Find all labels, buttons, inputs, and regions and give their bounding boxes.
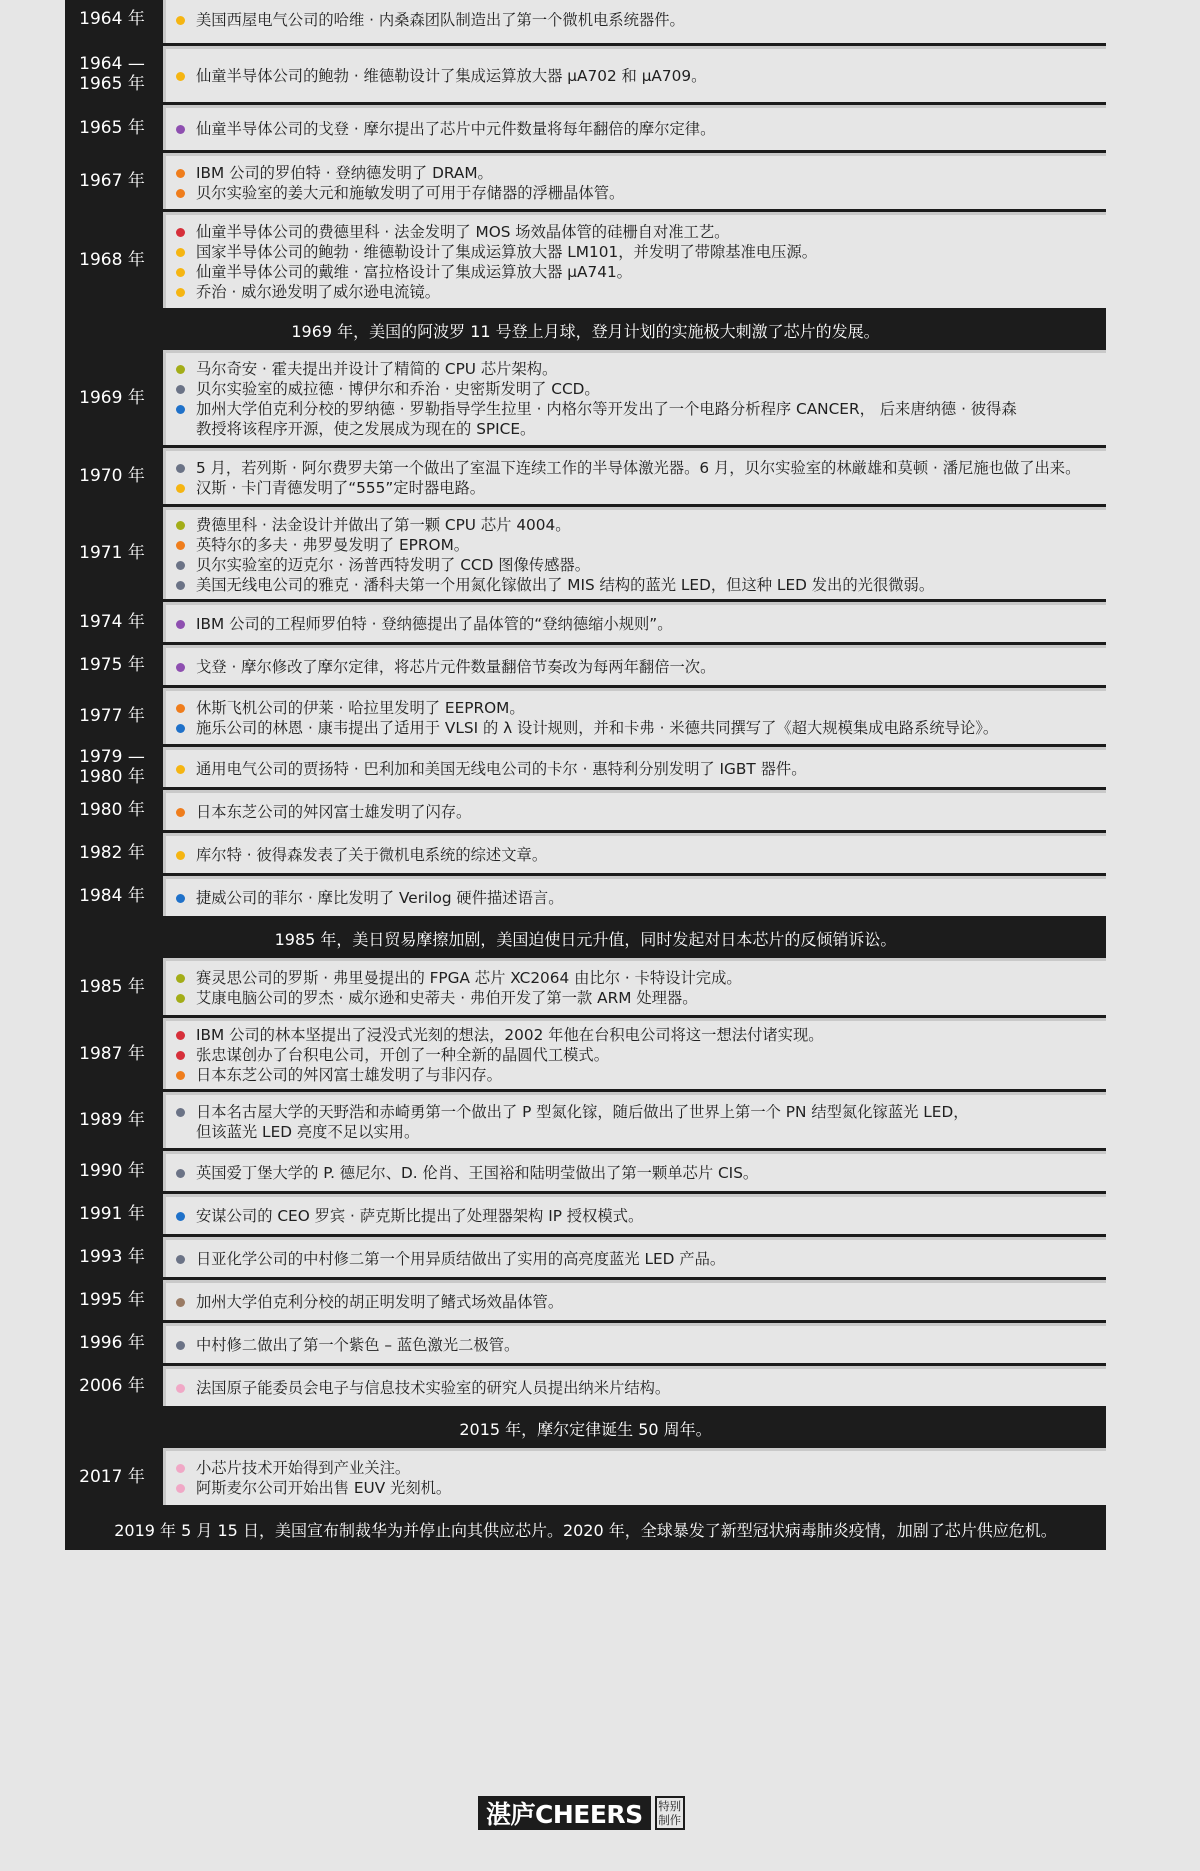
timeline-table [65, 0, 1106, 1550]
event-text: 英国爱丁堡大学的 P. 德尼尔、D. 伦肖、王国裕和陆明莹做出了第一颗单芯片 CIS。 [196, 1163, 759, 1182]
timeline-row [65, 350, 1106, 448]
event-item [173, 262, 1106, 282]
event-text: 贝尔实验室的姜大元和施敏发明了可用于存储器的浮栅晶体管。 [196, 183, 625, 202]
event-item [173, 10, 1106, 30]
year-label: 1991 年 [65, 1194, 163, 1234]
events-cell [163, 1280, 1106, 1320]
bullet-dot-icon [176, 16, 185, 25]
bullet-dot-icon [176, 385, 185, 394]
events-cell [163, 645, 1106, 685]
bullet-dot-icon [176, 1212, 185, 1221]
event-item [173, 478, 1106, 498]
bullet-dot-icon [176, 1169, 185, 1178]
bullet-dot-icon [176, 72, 185, 81]
timeline-row [65, 448, 1106, 507]
event-item [173, 1335, 1106, 1355]
event-item [173, 657, 1106, 677]
event-item [173, 845, 1106, 865]
timeline-row [65, 1092, 1106, 1151]
timeline-row [65, 790, 1106, 833]
events-cell [163, 688, 1106, 744]
year-label: 1987 年 [65, 1018, 163, 1089]
event-item [173, 802, 1106, 822]
event-text: 日本东芝公司的舛冈富士雄发明了闪存。 [196, 802, 472, 821]
event-item [173, 1045, 1106, 1065]
timeline-row [65, 46, 1106, 105]
event-text: 捷威公司的菲尔 · 摩比发明了 Verilog 硬件描述语言。 [196, 888, 564, 907]
year-label: 1974 年 [65, 602, 163, 642]
event-item [173, 458, 1106, 478]
events-cell [163, 1366, 1106, 1406]
year-label: 1965 年 [65, 105, 163, 150]
event-text: 施乐公司的林恩 · 康韦提出了适用于 VLSI 的 λ 设计规则，并和卡弗 · 米德共同撰写了《超大规模集成电路系统导论》。 [196, 718, 999, 737]
timeline-row [65, 1151, 1106, 1194]
events-cell [163, 1151, 1106, 1191]
event-item [173, 119, 1106, 139]
timeline-row [65, 833, 1106, 876]
bullet-dot-icon [176, 288, 185, 297]
events-cell [163, 46, 1106, 102]
timeline-row [65, 747, 1106, 790]
event-text: 通用电气公司的贾扬特 · 巴利加和美国无线电公司的卡尔 · 惠特利分别发明了 IGBT 器件。 [196, 759, 807, 778]
timeline-row [65, 1323, 1106, 1366]
event-text: 日本东芝公司的舛冈富士雄发明了与非闪存。 [196, 1066, 502, 1084]
timeline-row [65, 602, 1106, 645]
event-text: 美国无线电公司的雅克 · 潘科夫第一个用氮化镓做出了 MIS 结构的蓝光 LED，但这种 LED 发出的光很微弱。 [196, 575, 935, 594]
period-banner: 2015 年，摩尔定律诞生 50 周年。 [65, 1409, 1106, 1448]
event-item [173, 163, 1106, 183]
event-item [173, 282, 1106, 302]
event-item [173, 1458, 1106, 1478]
event-item [173, 515, 1106, 535]
timeline-row [65, 1366, 1106, 1409]
bullet-dot-icon [176, 1108, 185, 1117]
event-text: 阿斯麦尔公司开始出售 EUV 光刻机。 [196, 1479, 452, 1497]
period-banner: 1969 年，美国的阿波罗 11 号登上月球，登月计划的实施极大刺激了芯片的发展。 [65, 311, 1106, 350]
events-cell [163, 105, 1106, 150]
year-label: 1969 年 [65, 350, 163, 445]
event-item [173, 359, 1106, 379]
event-item [173, 1206, 1106, 1226]
event-text: IBM 公司的罗伯特 · 登纳德发明了 DRAM。 [196, 163, 493, 182]
bullet-dot-icon [176, 228, 185, 237]
event-text: 加州大学伯克利分校的胡正明发明了鳍式场效晶体管。 [196, 1292, 564, 1311]
bullet-dot-icon [176, 1484, 185, 1493]
events-cell [163, 958, 1106, 1015]
event-text: 汉斯 · 卡门青德发明了“555”定时器电路。 [196, 478, 486, 497]
event-item [173, 183, 1106, 203]
events-cell [163, 747, 1106, 787]
event-item [173, 968, 1106, 988]
bullet-dot-icon [176, 1341, 185, 1350]
event-text: 安谋公司的 CEO 罗宾 · 萨克斯比提出了处理器架构 IP 授权模式。 [196, 1206, 644, 1225]
year-label: 1975 年 [65, 645, 163, 685]
event-text: 仙童半导体公司的戴维 · 富拉格设计了集成运算放大器 μA741。 [196, 262, 632, 281]
event-text: 小芯片技术开始得到产业关注。 [196, 1459, 411, 1477]
event-text: 美国西屋电气公司的哈维 · 内桑森团队制造出了第一个微机电系统器件。 [196, 11, 685, 29]
bullet-dot-icon [176, 1255, 185, 1264]
bullet-dot-icon [176, 268, 185, 277]
event-item [173, 698, 1106, 718]
events-cell [163, 1092, 1106, 1148]
event-text: 国家半导体公司的鲍勃 · 维德勒设计了集成运算放大器 LM101，并发明了带隙基准电压源。 [196, 242, 818, 261]
year-label: 2017 年 [65, 1448, 163, 1505]
bullet-dot-icon [176, 1031, 185, 1040]
event-text: 贝尔实验室的迈克尔 · 汤普西特发明了 CCD 图像传感器。 [196, 555, 590, 574]
bullet-dot-icon [176, 724, 185, 733]
bullet-dot-icon [176, 561, 185, 570]
event-text: 仙童半导体公司的费德里科 · 法金发明了 MOS 场效晶体管的硅栅自对准工艺。 [196, 222, 730, 241]
events-cell [163, 790, 1106, 830]
event-item [173, 1025, 1106, 1045]
event-text: 休斯飞机公司的伊莱 · 哈拉里发明了 EEPROM。 [196, 698, 525, 717]
event-text: 仙童半导体公司的戈登 · 摩尔提出了芯片中元件数量将每年翻倍的摩尔定律。 [196, 120, 716, 138]
year-label: 1984 年 [65, 876, 163, 916]
bullet-dot-icon [176, 704, 185, 713]
bullet-dot-icon [176, 1298, 185, 1307]
timeline-row [65, 688, 1106, 747]
events-cell [163, 350, 1106, 445]
event-text: IBM 公司的林本坚提出了浸没式光刻的想法，2002 年他在台积电公司将这一想法付诸实现。 [196, 1026, 824, 1044]
event-text: 艾康电脑公司的罗杰 · 威尔逊和史蒂夫 · 弗伯开发了第一款 ARM 处理器。 [196, 989, 698, 1007]
year-label: 1964 — 1965 年 [65, 46, 163, 102]
bullet-dot-icon [176, 1051, 185, 1060]
timeline-row [65, 507, 1106, 602]
bullet-dot-icon [176, 248, 185, 257]
event-text: 库尔特 · 彼得森发表了关于微机电系统的综述文章。 [196, 845, 548, 864]
event-item [173, 988, 1106, 1008]
events-cell [163, 1194, 1106, 1234]
events-cell [163, 448, 1106, 504]
event-item [173, 614, 1106, 634]
logo-tag-line-1: 特别 [658, 1799, 682, 1813]
event-item [173, 1065, 1106, 1085]
logo-tag [655, 1796, 685, 1830]
year-label: 1995 年 [65, 1280, 163, 1320]
bullet-dot-icon [176, 541, 185, 550]
event-text: 法国原子能委员会电子与信息技术实验室的研究人员提出纳米片结构。 [196, 1378, 671, 1397]
timeline-row [65, 1448, 1106, 1508]
event-text: 张忠谋创办了台积电公司，开创了一种全新的晶圆代工模式。 [196, 1046, 610, 1064]
bullet-dot-icon [176, 365, 185, 374]
bullet-dot-icon [176, 663, 185, 672]
events-cell [163, 153, 1106, 209]
bullet-dot-icon [176, 189, 185, 198]
event-item [173, 1478, 1106, 1498]
bullet-dot-icon [176, 581, 185, 590]
events-cell [163, 833, 1106, 873]
event-item [173, 535, 1106, 555]
year-label: 2006 年 [65, 1366, 163, 1406]
year-label: 1979 — 1980 年 [65, 747, 163, 787]
bullet-dot-icon [176, 1071, 185, 1080]
timeline-row [65, 153, 1106, 212]
bullet-dot-icon [176, 808, 185, 817]
bullet-dot-icon [176, 620, 185, 629]
bullet-dot-icon [176, 765, 185, 774]
year-label: 1971 年 [65, 507, 163, 599]
year-label: 1982 年 [65, 833, 163, 873]
bullet-dot-icon [176, 521, 185, 530]
year-label: 1964 年 [65, 0, 163, 43]
events-cell [163, 1448, 1106, 1505]
period-banner: 2019 年 5 月 15 日，美国宣布制裁华为并停止向其供应芯片。2020 年，全球暴发了新型冠状病毒肺炎疫情，加剧了芯片供应危机。 [65, 1508, 1106, 1550]
events-cell [163, 1018, 1106, 1089]
event-item [173, 242, 1106, 262]
publisher-logo [478, 1796, 685, 1830]
timeline-row [65, 105, 1106, 153]
event-text: 加州大学伯克利分校的罗纳德 · 罗勒指导学生拉里 · 内格尔等开发出了一个电路分析程序 CANCER， 后来唐纳德 · 彼得森 教授将该程序开源，使之发展成为现在的 SPICE。 [196, 400, 1017, 438]
year-label: 1968 年 [65, 212, 163, 308]
timeline-row [65, 1237, 1106, 1280]
year-label: 1990 年 [65, 1151, 163, 1191]
event-item [173, 1378, 1106, 1398]
event-item [173, 718, 1106, 738]
events-cell [163, 507, 1106, 599]
logo-tag-line-2: 制作 [658, 1813, 682, 1827]
event-item [173, 66, 1106, 86]
timeline-row [65, 958, 1106, 1018]
events-cell [163, 1323, 1106, 1363]
timeline-row [65, 645, 1106, 688]
event-item [173, 555, 1106, 575]
event-text: 马尔奇安 · 霍夫提出并设计了精简的 CPU 芯片架构。 [196, 360, 558, 378]
event-item [173, 1292, 1106, 1312]
bullet-dot-icon [176, 974, 185, 983]
event-text: 中村修二做出了第一个紫色 – 蓝色激光二极管。 [196, 1335, 520, 1354]
event-text: 日本名古屋大学的天野浩和赤崎勇第一个做出了 P 型氮化镓，随后做出了世界上第一个 PN 结型氮化镓蓝光 LED， 但该蓝光 LED 亮度不足以实用。 [196, 1102, 969, 1141]
bullet-dot-icon [176, 894, 185, 903]
event-text: 贝尔实验室的威拉德 · 博伊尔和乔治 · 史密斯发明了 CCD。 [196, 380, 600, 398]
event-text: 英特尔的多夫 · 弗罗曼发明了 EPROM。 [196, 535, 470, 554]
event-item [173, 222, 1106, 242]
event-text: 赛灵思公司的罗斯 · 弗里曼提出的 FPGA 芯片 XC2064 由比尔 · 卡特设计完成。 [196, 969, 742, 987]
year-label: 1989 年 [65, 1092, 163, 1148]
bullet-dot-icon [176, 994, 185, 1003]
event-text: 5 月，若列斯 · 阿尔费罗夫第一个做出了室温下连续工作的半导体激光器。6 月，贝尔实验室的林厳雄和莫顿 · 潘尼施也做了出来。 [196, 458, 1081, 477]
bullet-dot-icon [176, 1464, 185, 1473]
event-item [173, 1163, 1106, 1183]
period-banner: 1985 年，美日贸易摩擦加剧，美国迫使日元升值，同时发起对日本芯片的反倾销诉讼。 [65, 919, 1106, 958]
event-text: 乔治 · 威尔逊发明了威尔逊电流镜。 [196, 282, 441, 301]
bullet-dot-icon [176, 125, 185, 134]
events-cell [163, 602, 1106, 642]
bullet-dot-icon [176, 169, 185, 178]
year-label: 1985 年 [65, 958, 163, 1015]
events-cell [163, 1237, 1106, 1277]
timeline-row [65, 876, 1106, 919]
timeline-row [65, 1280, 1106, 1323]
events-cell [163, 212, 1106, 308]
events-cell [163, 876, 1106, 916]
bullet-dot-icon [176, 405, 185, 414]
timeline-row [65, 0, 1106, 46]
event-item [173, 1102, 1106, 1142]
events-cell [163, 0, 1106, 43]
event-text: 费德里科 · 法金设计并做出了第一颗 CPU 芯片 4004。 [196, 515, 571, 534]
logo-text: 湛庐CHEERS [478, 1796, 651, 1830]
event-text: 仙童半导体公司的鲍勃 · 维德勒设计了集成运算放大器 μA702 和 μA709。 [196, 66, 707, 85]
event-item [173, 575, 1106, 595]
event-item [173, 379, 1106, 399]
year-label: 1993 年 [65, 1237, 163, 1277]
event-item [173, 759, 1106, 779]
event-text: 戈登 · 摩尔修改了摩尔定律，将芯片元件数量翻倍节奏改为每两年翻倍一次。 [196, 657, 716, 676]
event-item [173, 1249, 1106, 1269]
year-label: 1967 年 [65, 153, 163, 209]
event-text: IBM 公司的工程师罗伯特 · 登纳德提出了晶体管的“登纳德缩小规则”。 [196, 614, 673, 633]
bullet-dot-icon [176, 1384, 185, 1393]
event-item [173, 888, 1106, 908]
bullet-dot-icon [176, 484, 185, 493]
year-label: 1970 年 [65, 448, 163, 504]
event-text: 日亚化学公司的中村修二第一个用异质结做出了实用的高亮度蓝光 LED 产品。 [196, 1249, 726, 1268]
event-item [173, 399, 1106, 439]
year-label: 1980 年 [65, 790, 163, 830]
bullet-dot-icon [176, 464, 185, 473]
year-label: 1977 年 [65, 688, 163, 744]
year-label: 1996 年 [65, 1323, 163, 1363]
bullet-dot-icon [176, 851, 185, 860]
timeline-row [65, 1194, 1106, 1237]
timeline-row [65, 1018, 1106, 1092]
timeline-row [65, 212, 1106, 311]
